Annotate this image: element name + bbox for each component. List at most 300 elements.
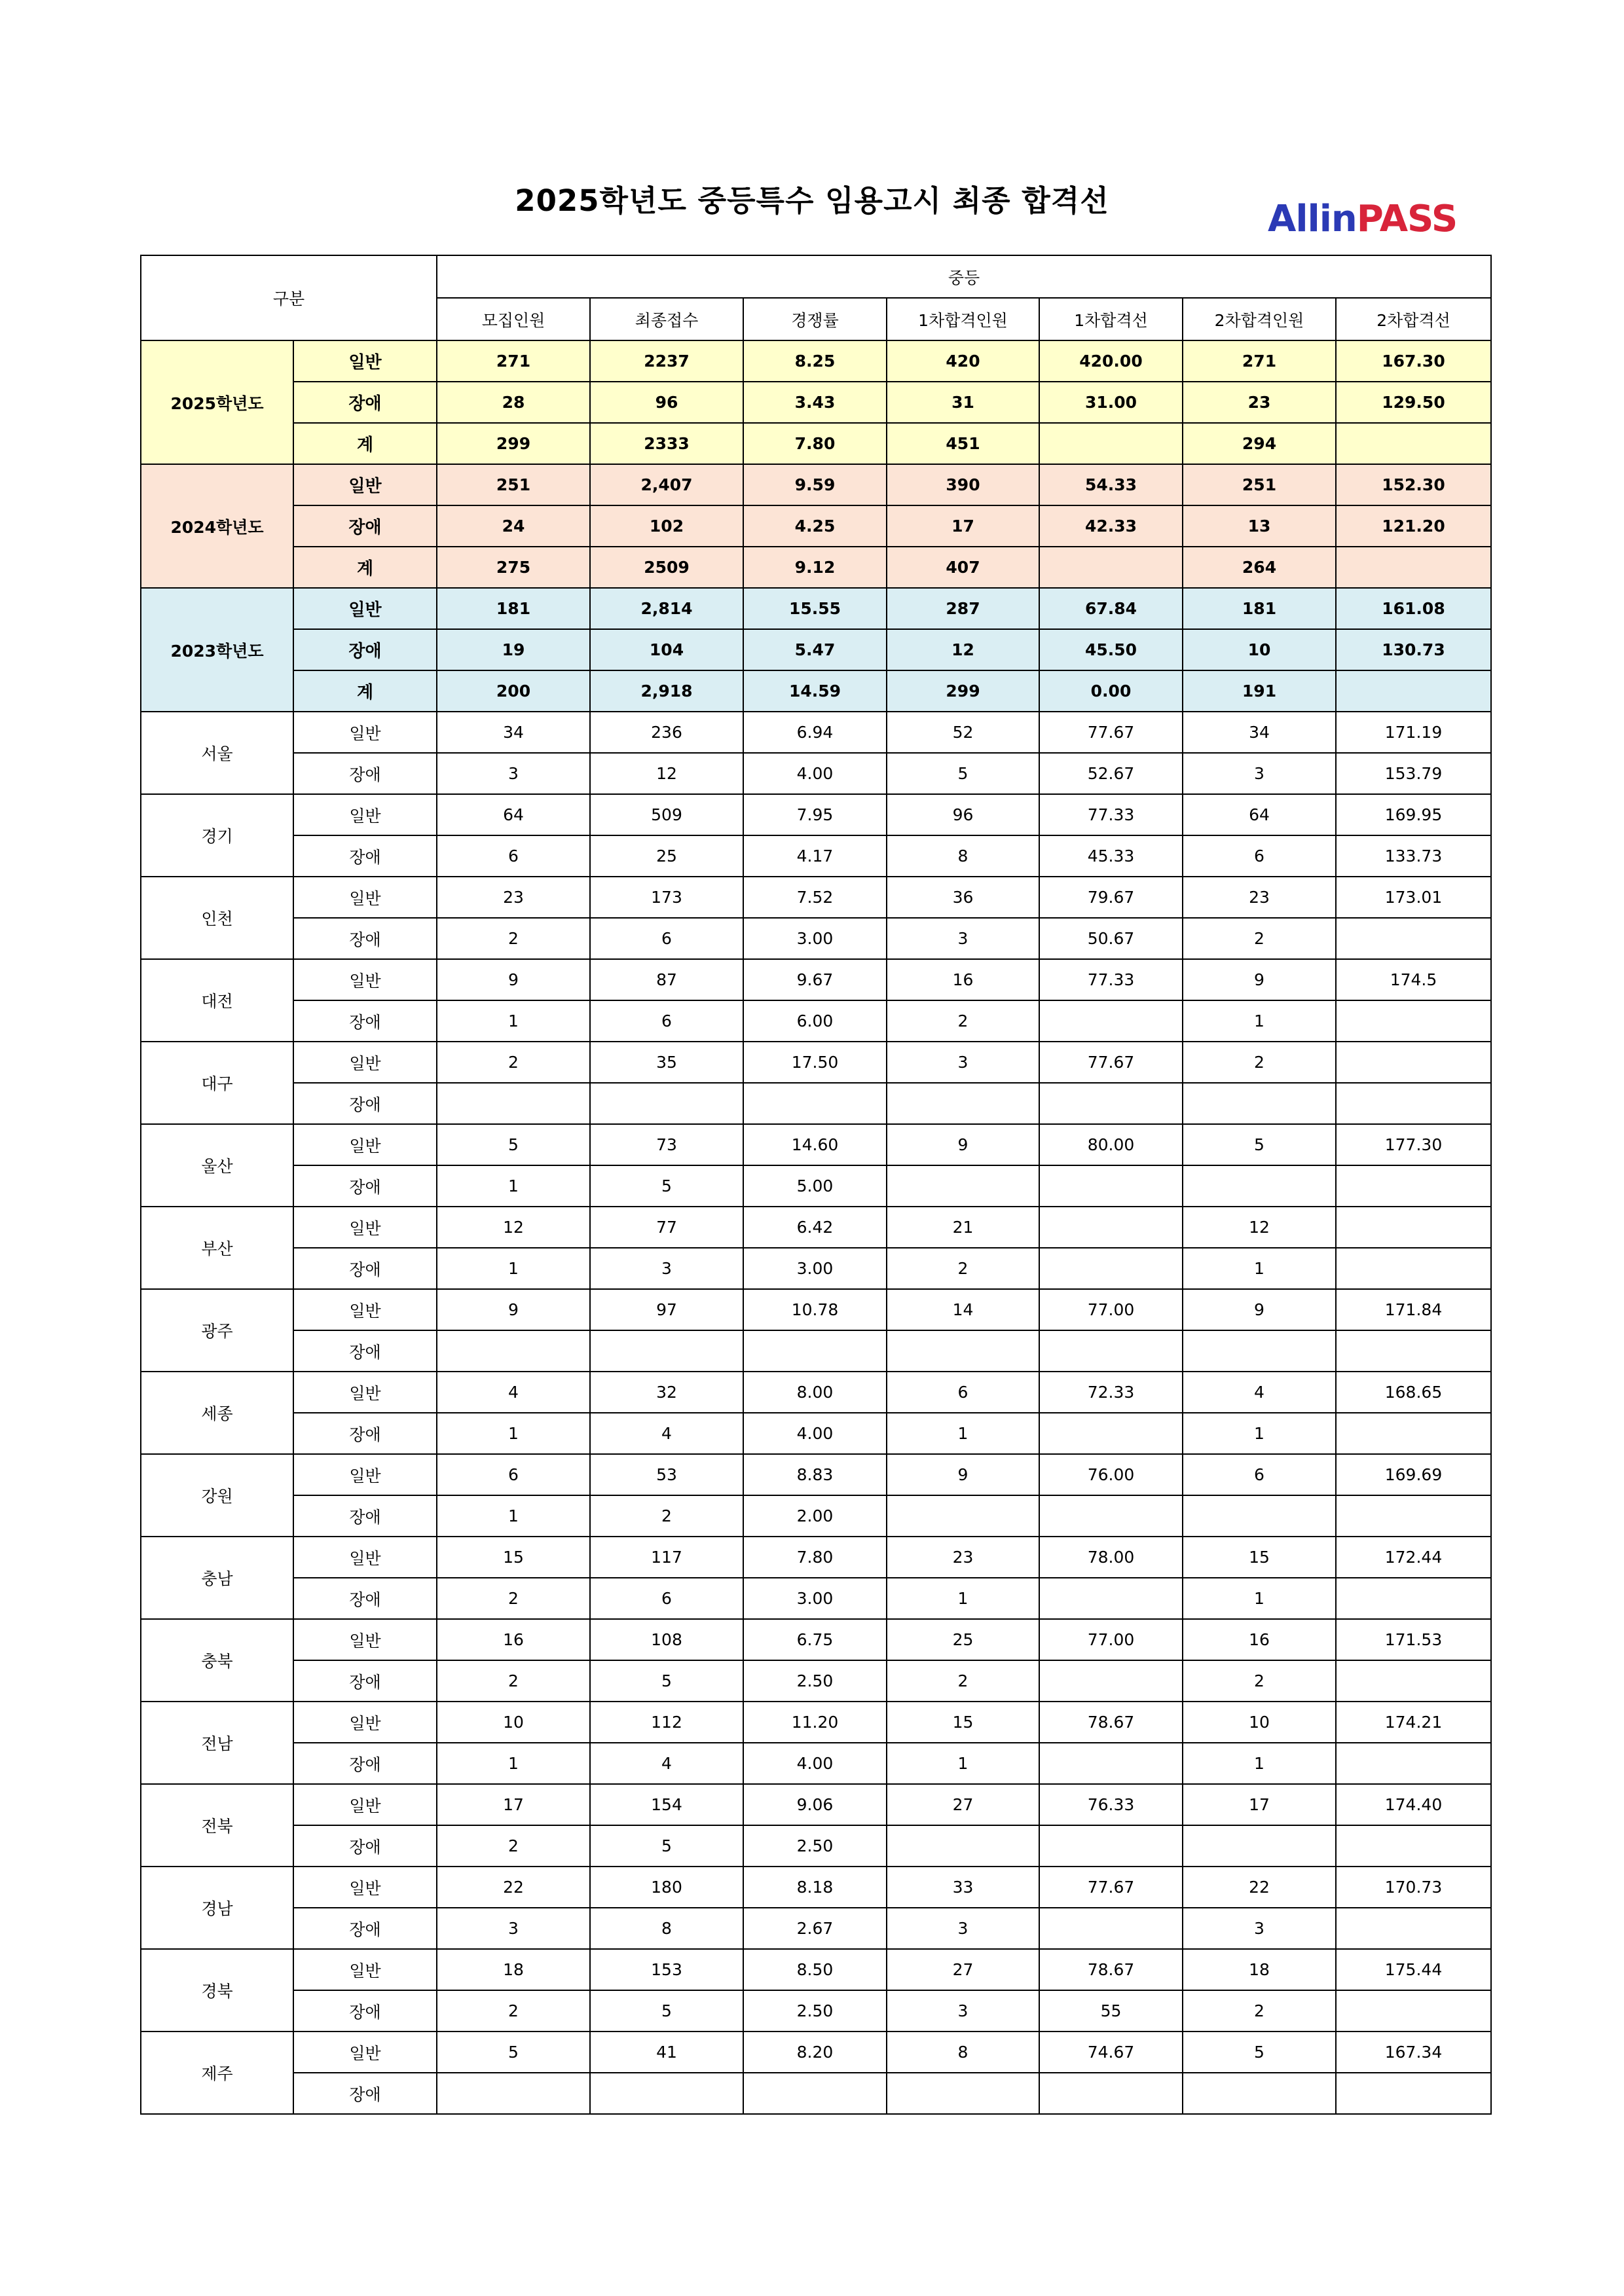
data-cell: 52.67 (1039, 753, 1183, 794)
data-cell: 8.83 (743, 1454, 887, 1495)
data-cell: 1 (1183, 1248, 1336, 1289)
data-cell: 55 (1039, 1990, 1183, 2032)
data-cell: 5 (590, 1660, 743, 1702)
row-type-label: 일반 (293, 877, 437, 918)
data-cell: 4.17 (743, 835, 887, 877)
data-cell: 2 (437, 1042, 590, 1083)
row-type-label: 일반 (293, 1289, 437, 1330)
region-row (141, 1454, 1491, 1495)
data-cell: 407 (887, 547, 1039, 588)
data-cell: 1 (437, 1743, 590, 1784)
data-cell (887, 1083, 1039, 1124)
data-cell (1336, 1248, 1491, 1289)
data-cell: 6.94 (743, 712, 887, 753)
data-cell (1336, 423, 1491, 464)
data-cell: 9 (1183, 1289, 1336, 1330)
row-type-label: 일반 (293, 712, 437, 753)
data-cell: 41 (590, 2032, 743, 2073)
region-name: 전북 (141, 1784, 293, 1867)
data-cell: 3 (887, 918, 1039, 959)
region-name: 전남 (141, 1702, 293, 1784)
data-cell: 6 (1183, 835, 1336, 877)
data-cell: 76.00 (1039, 1454, 1183, 1495)
data-cell: 102 (590, 505, 743, 547)
data-cell: 12 (590, 753, 743, 794)
data-cell: 133.73 (1336, 835, 1491, 877)
row-type-label: 장애 (293, 1908, 437, 1949)
data-cell: 50.67 (1039, 918, 1183, 959)
region-row (141, 1207, 1491, 1248)
data-cell: 45.33 (1039, 835, 1183, 877)
region-row (141, 1495, 1491, 1537)
data-cell: 2 (887, 1248, 1039, 1289)
region-row (141, 877, 1491, 918)
data-cell (1039, 1825, 1183, 1867)
region-row (141, 835, 1491, 877)
data-cell: 53 (590, 1454, 743, 1495)
data-cell: 22 (1183, 1867, 1336, 1908)
data-cell: 3 (1183, 753, 1336, 794)
data-cell: 15 (887, 1702, 1039, 1743)
column-header: 경쟁률 (743, 298, 887, 340)
data-cell: 4 (1183, 1372, 1336, 1413)
data-cell (437, 1330, 590, 1372)
data-cell: 2 (437, 1825, 590, 1867)
region-name: 제주 (141, 2032, 293, 2114)
data-cell: 16 (887, 959, 1039, 1000)
data-cell: 64 (437, 794, 590, 835)
data-cell: 2 (437, 1578, 590, 1619)
data-cell: 96 (887, 794, 1039, 835)
data-cell: 1 (1183, 1413, 1336, 1454)
data-cell: 28 (437, 382, 590, 423)
data-cell: 271 (1183, 340, 1336, 382)
data-cell: 1 (887, 1578, 1039, 1619)
data-cell: 5 (590, 1990, 743, 2032)
data-cell: 2 (1183, 1990, 1336, 2032)
year-summary-row (141, 588, 1491, 629)
data-cell: 9 (437, 959, 590, 1000)
data-cell: 5 (1183, 1124, 1336, 1165)
data-cell: 7.95 (743, 794, 887, 835)
data-cell (590, 1083, 743, 1124)
data-cell: 17 (887, 505, 1039, 547)
data-cell: 173.01 (1336, 877, 1491, 918)
region-row (141, 1660, 1491, 1702)
data-cell (1336, 1042, 1491, 1083)
data-cell (1183, 1825, 1336, 1867)
data-cell: 2,814 (590, 588, 743, 629)
data-cell: 8.50 (743, 1949, 887, 1990)
region-row (141, 1867, 1491, 1908)
data-cell: 34 (1183, 712, 1336, 753)
region-name: 강원 (141, 1454, 293, 1537)
data-cell: 2 (437, 918, 590, 959)
data-cell: 3.00 (743, 918, 887, 959)
row-type-label: 일반 (293, 464, 437, 505)
region-name: 충북 (141, 1619, 293, 1702)
region-name: 대구 (141, 1042, 293, 1124)
row-type-label: 계 (293, 670, 437, 712)
year-summary-row (141, 505, 1491, 547)
data-cell: 2237 (590, 340, 743, 382)
data-cell: 9 (887, 1124, 1039, 1165)
region-row (141, 1908, 1491, 1949)
data-cell: 251 (1183, 464, 1336, 505)
logo-part-2: PASS (1356, 198, 1458, 240)
data-cell: 87 (590, 959, 743, 1000)
data-cell: 16 (1183, 1619, 1336, 1660)
data-cell: 19 (437, 629, 590, 670)
data-cell (1183, 1495, 1336, 1537)
data-cell: 1 (1183, 1578, 1336, 1619)
data-cell (1336, 1660, 1491, 1702)
region-name: 세종 (141, 1372, 293, 1454)
data-cell: 31 (887, 382, 1039, 423)
data-cell: 4 (590, 1743, 743, 1784)
data-cell: 9 (1183, 959, 1336, 1000)
data-cell (1183, 1083, 1336, 1124)
row-type-label: 일반 (293, 1207, 437, 1248)
year-summary-row (141, 464, 1491, 505)
region-row (141, 1165, 1491, 1207)
data-cell (887, 1165, 1039, 1207)
row-type-label: 장애 (293, 1330, 437, 1372)
data-cell (1039, 1000, 1183, 1042)
data-cell (743, 1083, 887, 1124)
region-row (141, 1000, 1491, 1042)
data-cell (887, 1330, 1039, 1372)
data-cell: 45.50 (1039, 629, 1183, 670)
data-cell (1336, 1908, 1491, 1949)
data-cell: 52 (887, 712, 1039, 753)
data-cell: 10 (1183, 629, 1336, 670)
data-cell: 77.00 (1039, 1289, 1183, 1330)
data-cell (1336, 670, 1491, 712)
region-name: 인천 (141, 877, 293, 959)
data-cell: 7.80 (743, 423, 887, 464)
data-cell: 420 (887, 340, 1039, 382)
data-cell: 2 (1183, 918, 1336, 959)
data-cell: 17 (437, 1784, 590, 1825)
year-label: 2024학년도 (141, 464, 293, 588)
data-cell: 8 (887, 2032, 1039, 2073)
data-cell (1336, 1330, 1491, 1372)
data-cell: 77.67 (1039, 1867, 1183, 1908)
data-cell: 3 (887, 1990, 1039, 2032)
row-type-label: 일반 (293, 1124, 437, 1165)
data-cell: 11.20 (743, 1702, 887, 1743)
data-cell: 15 (1183, 1537, 1336, 1578)
data-cell (1183, 1330, 1336, 1372)
data-cell (1336, 1578, 1491, 1619)
row-type-label: 계 (293, 423, 437, 464)
data-cell: 299 (887, 670, 1039, 712)
row-type-label: 장애 (293, 1743, 437, 1784)
data-cell (743, 2073, 887, 2114)
data-cell: 97 (590, 1289, 743, 1330)
row-type-label: 장애 (293, 1165, 437, 1207)
data-cell: 21 (887, 1207, 1039, 1248)
data-cell: 23 (437, 877, 590, 918)
data-cell (1039, 1330, 1183, 1372)
data-cell: 3.00 (743, 1578, 887, 1619)
row-type-label: 장애 (293, 505, 437, 547)
region-name: 광주 (141, 1289, 293, 1372)
data-cell: 200 (437, 670, 590, 712)
data-cell (1336, 918, 1491, 959)
data-cell: 2.50 (743, 1660, 887, 1702)
region-name: 경기 (141, 794, 293, 877)
data-cell: 2 (437, 1990, 590, 2032)
data-cell: 169.69 (1336, 1454, 1491, 1495)
data-cell: 77 (590, 1207, 743, 1248)
data-cell: 78.67 (1039, 1949, 1183, 1990)
data-cell: 7.52 (743, 877, 887, 918)
data-cell: 23 (1183, 382, 1336, 423)
row-type-label: 계 (293, 547, 437, 588)
data-cell (437, 1083, 590, 1124)
data-cell: 77.67 (1039, 1042, 1183, 1083)
data-cell: 181 (437, 588, 590, 629)
data-cell: 10.78 (743, 1289, 887, 1330)
data-cell: 112 (590, 1702, 743, 1743)
data-cell: 1 (437, 1248, 590, 1289)
page-title: 2025학년도 중등특수 임용고시 최종 합격선 (515, 183, 1109, 218)
data-cell: 22 (437, 1867, 590, 1908)
region-row (141, 1825, 1491, 1867)
data-cell: 35 (590, 1042, 743, 1083)
row-type-label: 일반 (293, 1949, 437, 1990)
data-cell: 5 (590, 1825, 743, 1867)
data-cell: 77.00 (1039, 1619, 1183, 1660)
region-row (141, 753, 1491, 794)
data-cell (1183, 2073, 1336, 2114)
data-cell: 1 (437, 1000, 590, 1042)
allinpass-logo (1268, 198, 1457, 240)
data-cell: 5.00 (743, 1165, 887, 1207)
data-cell (1039, 1578, 1183, 1619)
region-row (141, 1702, 1491, 1743)
data-cell (1039, 1165, 1183, 1207)
data-cell: 2509 (590, 547, 743, 588)
data-cell: 4 (590, 1413, 743, 1454)
data-cell: 14.59 (743, 670, 887, 712)
data-cell (590, 2073, 743, 2114)
data-cell: 8 (887, 835, 1039, 877)
header-group: 중등 (437, 255, 1491, 298)
data-cell: 154 (590, 1784, 743, 1825)
region-row (141, 1619, 1491, 1660)
data-cell (887, 1825, 1039, 1867)
data-cell: 130.73 (1336, 629, 1491, 670)
data-cell: 6 (590, 1000, 743, 1042)
row-type-label: 장애 (293, 1660, 437, 1702)
row-type-label: 일반 (293, 959, 437, 1000)
data-cell: 173 (590, 877, 743, 918)
data-cell (1336, 1083, 1491, 1124)
row-type-label: 일반 (293, 1537, 437, 1578)
data-cell: 7.80 (743, 1537, 887, 1578)
data-cell: 251 (437, 464, 590, 505)
data-cell: 8.18 (743, 1867, 887, 1908)
data-cell: 129.50 (1336, 382, 1491, 423)
region-row (141, 1990, 1491, 2032)
data-cell: 4.00 (743, 753, 887, 794)
region-name: 서울 (141, 712, 293, 794)
data-cell: 4 (437, 1372, 590, 1413)
row-type-label: 일반 (293, 1867, 437, 1908)
data-cell: 5.47 (743, 629, 887, 670)
row-type-label: 일반 (293, 1784, 437, 1825)
data-cell: 5 (590, 1165, 743, 1207)
data-cell: 36 (887, 877, 1039, 918)
data-cell: 72.33 (1039, 1372, 1183, 1413)
data-cell: 14.60 (743, 1124, 887, 1165)
data-cell: 8.20 (743, 2032, 887, 2073)
data-cell: 451 (887, 423, 1039, 464)
region-row (141, 2073, 1491, 2114)
data-cell: 1 (887, 1413, 1039, 1454)
row-type-label: 장애 (293, 629, 437, 670)
data-cell: 167.30 (1336, 340, 1491, 382)
data-cell: 12 (437, 1207, 590, 1248)
data-cell: 2.00 (743, 1495, 887, 1537)
data-cell: 2 (887, 1660, 1039, 1702)
region-row (141, 918, 1491, 959)
logo-part-1: Allin (1268, 198, 1357, 240)
row-type-label: 일반 (293, 1042, 437, 1083)
data-cell (1336, 1825, 1491, 1867)
data-cell: 9 (887, 1454, 1039, 1495)
region-row (141, 1248, 1491, 1289)
data-cell: 152.30 (1336, 464, 1491, 505)
data-cell: 2 (887, 1000, 1039, 1042)
data-cell: 67.84 (1039, 588, 1183, 629)
data-cell: 167.34 (1336, 2032, 1491, 2073)
row-type-label: 장애 (293, 835, 437, 877)
region-row (141, 1578, 1491, 1619)
year-summary-row (141, 423, 1491, 464)
row-type-label: 일반 (293, 588, 437, 629)
data-cell (1039, 1248, 1183, 1289)
data-cell (1336, 1990, 1491, 2032)
data-cell: 6 (887, 1372, 1039, 1413)
year-label: 2023학년도 (141, 588, 293, 712)
data-cell: 271 (437, 340, 590, 382)
data-cell: 264 (1183, 547, 1336, 588)
data-cell: 287 (887, 588, 1039, 629)
data-cell: 2 (590, 1495, 743, 1537)
results-table (140, 255, 1492, 2115)
data-cell: 275 (437, 547, 590, 588)
region-row (141, 1124, 1491, 1165)
data-cell: 2333 (590, 423, 743, 464)
data-cell: 24 (437, 505, 590, 547)
data-cell: 420.00 (1039, 340, 1183, 382)
region-name: 부산 (141, 1207, 293, 1289)
data-cell: 6 (590, 918, 743, 959)
data-cell: 9.67 (743, 959, 887, 1000)
data-cell: 8 (590, 1908, 743, 1949)
data-cell: 180 (590, 1867, 743, 1908)
data-cell: 117 (590, 1537, 743, 1578)
region-name: 충남 (141, 1537, 293, 1619)
region-name: 경남 (141, 1867, 293, 1949)
data-cell: 171.53 (1336, 1619, 1491, 1660)
data-cell: 108 (590, 1619, 743, 1660)
row-type-label: 장애 (293, 1083, 437, 1124)
year-summary-row (141, 340, 1491, 382)
data-cell: 104 (590, 629, 743, 670)
data-cell: 25 (590, 835, 743, 877)
data-cell: 15 (437, 1537, 590, 1578)
data-cell: 2.50 (743, 1825, 887, 1867)
data-cell: 5 (437, 2032, 590, 2073)
data-cell: 170.73 (1336, 1867, 1491, 1908)
data-cell (1039, 423, 1183, 464)
data-cell: 6.00 (743, 1000, 887, 1042)
data-cell (887, 1495, 1039, 1537)
region-name: 울산 (141, 1124, 293, 1207)
data-cell: 172.44 (1336, 1537, 1491, 1578)
data-cell: 9.06 (743, 1784, 887, 1825)
region-row (141, 1372, 1491, 1413)
data-cell (1039, 1660, 1183, 1702)
data-cell: 153.79 (1336, 753, 1491, 794)
data-cell: 1 (1183, 1000, 1336, 1042)
row-type-label: 장애 (293, 1825, 437, 1867)
data-cell: 16 (437, 1619, 590, 1660)
data-cell: 3 (1183, 1908, 1336, 1949)
data-cell: 0.00 (1039, 670, 1183, 712)
data-cell (1039, 1908, 1183, 1949)
data-cell: 6 (1183, 1454, 1336, 1495)
region-row (141, 1949, 1491, 1990)
region-row (141, 959, 1491, 1000)
data-cell: 174.5 (1336, 959, 1491, 1000)
data-cell: 169.95 (1336, 794, 1491, 835)
data-cell: 96 (590, 382, 743, 423)
row-type-label: 일반 (293, 1619, 437, 1660)
data-cell: 2 (437, 1660, 590, 1702)
data-cell: 18 (437, 1949, 590, 1990)
row-type-label: 장애 (293, 918, 437, 959)
data-cell: 2,918 (590, 670, 743, 712)
data-cell: 2.67 (743, 1908, 887, 1949)
data-cell (887, 2073, 1039, 2114)
data-cell (590, 1330, 743, 1372)
region-row (141, 1330, 1491, 1372)
year-label: 2025학년도 (141, 340, 293, 464)
data-cell: 9.59 (743, 464, 887, 505)
data-cell: 9 (437, 1289, 590, 1330)
data-cell: 1 (1183, 1743, 1336, 1784)
row-type-label: 장애 (293, 382, 437, 423)
data-cell: 76.33 (1039, 1784, 1183, 1825)
data-cell (1336, 1495, 1491, 1537)
row-type-label: 장애 (293, 1990, 437, 2032)
data-cell: 5 (437, 1124, 590, 1165)
data-cell (1039, 1743, 1183, 1784)
data-cell: 6.42 (743, 1207, 887, 1248)
data-cell: 168.65 (1336, 1372, 1491, 1413)
data-cell: 14 (887, 1289, 1039, 1330)
region-row (141, 712, 1491, 753)
data-cell: 8.00 (743, 1372, 887, 1413)
data-cell: 4.25 (743, 505, 887, 547)
data-cell (743, 1330, 887, 1372)
